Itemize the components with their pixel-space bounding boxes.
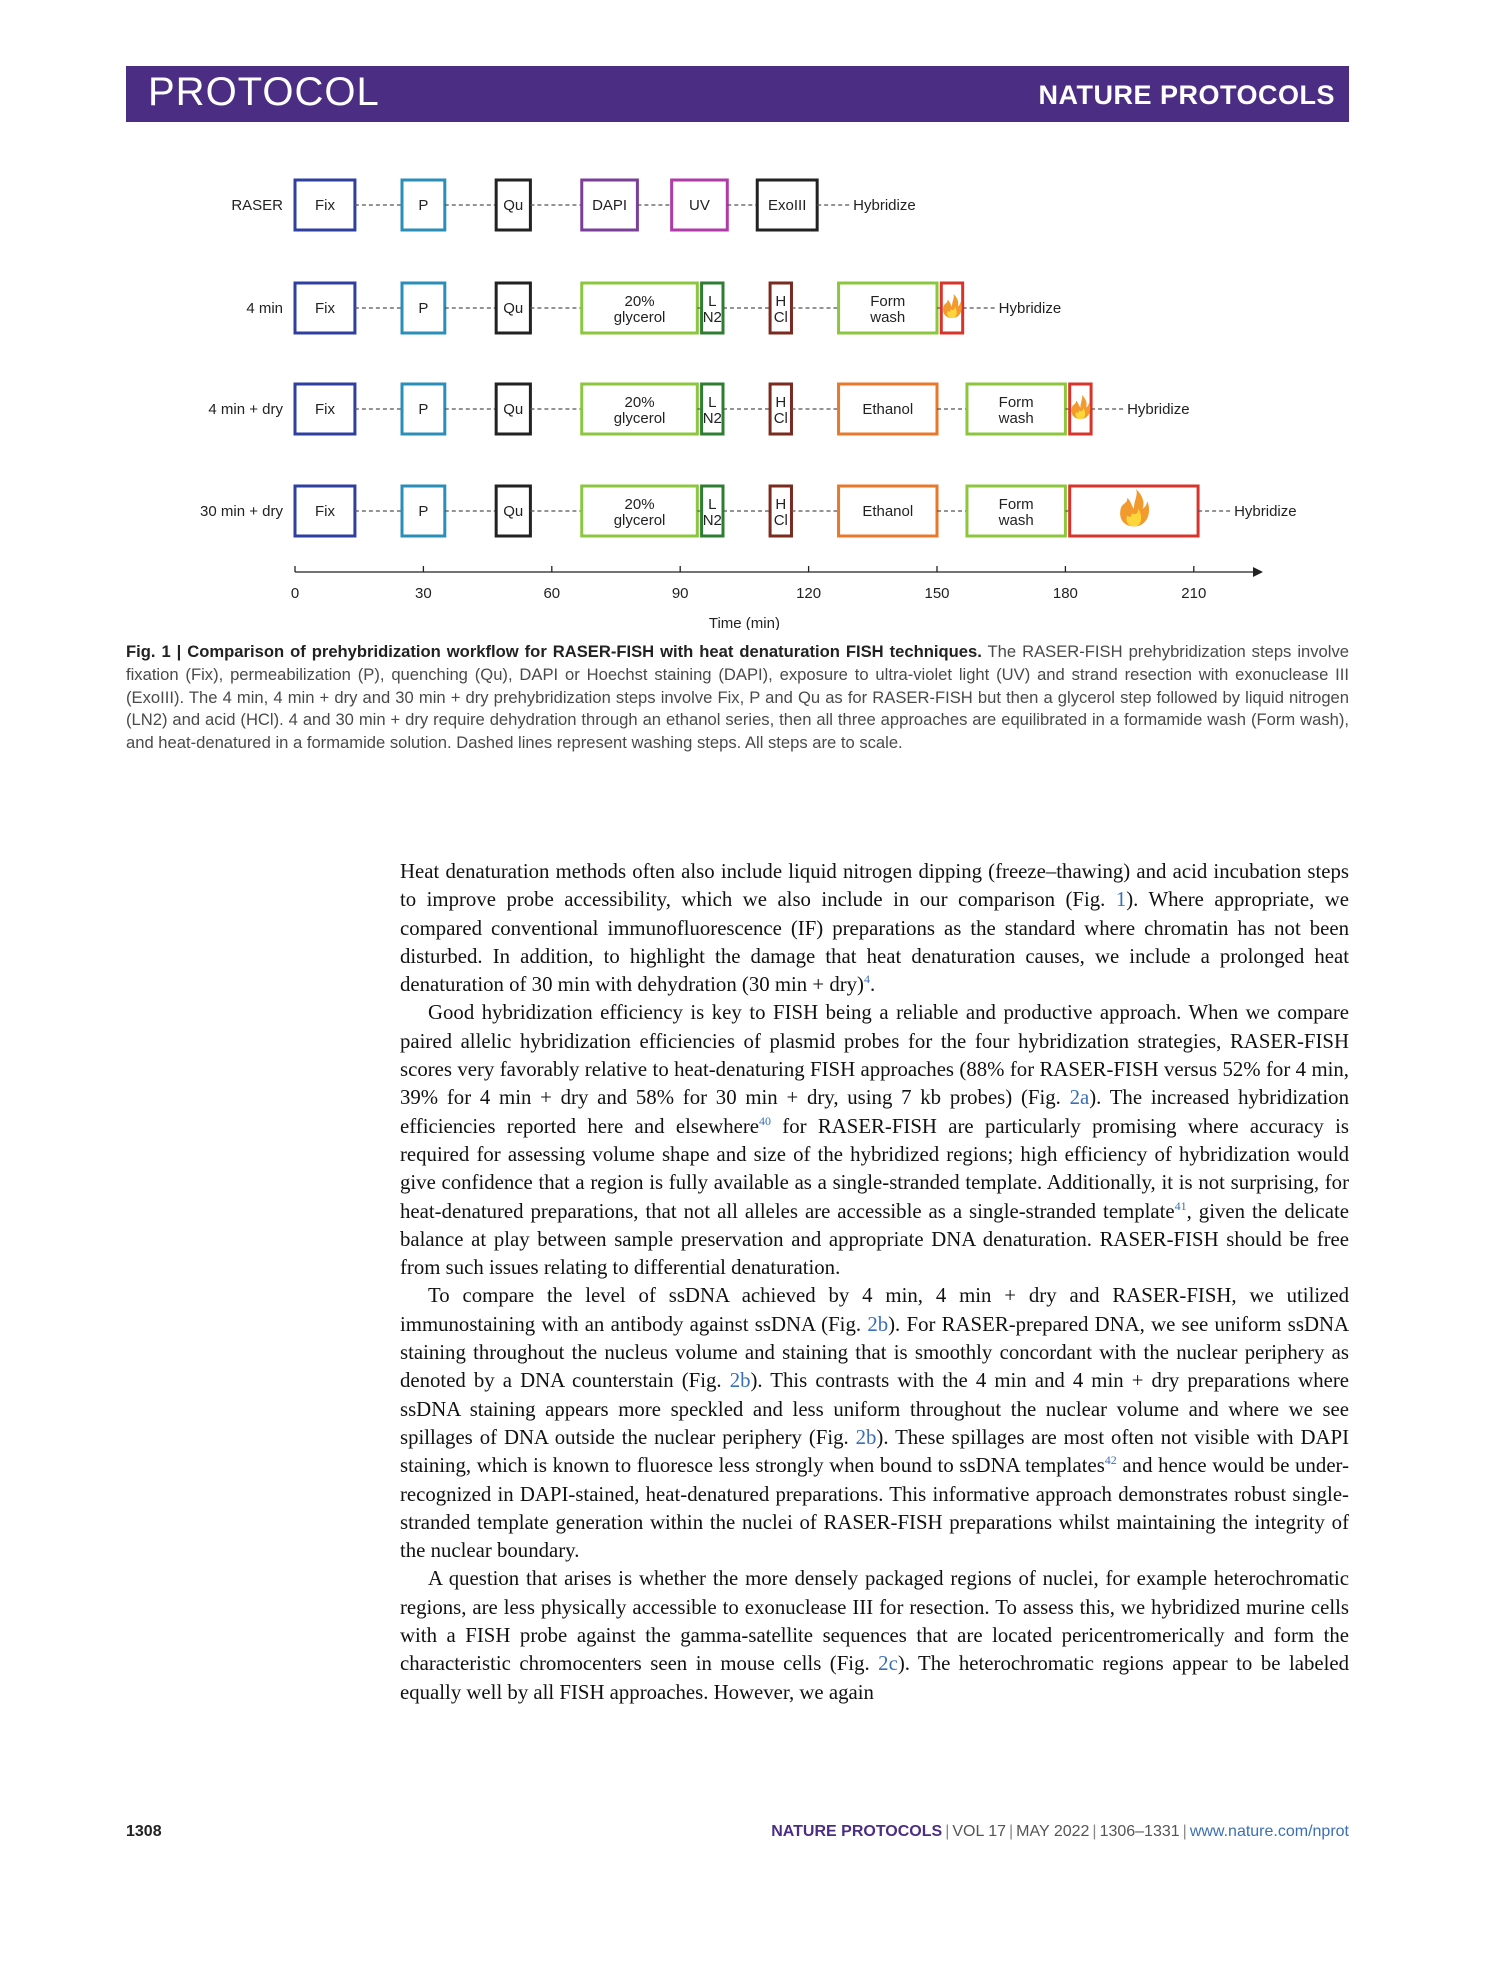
step-label: Cl [773, 309, 788, 326]
x-tick-label: 150 [924, 585, 950, 602]
step-label: Fix [314, 401, 335, 418]
flame-icon [1120, 489, 1149, 526]
step-label: 20% [624, 496, 655, 513]
step-label: Fix [314, 503, 335, 520]
caption-title: Fig. 1 | Comparison of prehybridization workflow for RASER-FISH with heat denaturation FISH techniques. [126, 642, 982, 661]
section-label: PROTOCOL [148, 70, 380, 114]
x-tick-label: 60 [543, 585, 561, 602]
figure-ref-link[interactable]: 1 [1115, 888, 1127, 912]
citation-link[interactable]: 42 [1104, 1453, 1117, 1468]
step-label: P [418, 300, 429, 317]
step-label: P [418, 401, 429, 418]
footer-journal: NATURE PROTOCOLS [771, 1823, 943, 1840]
figure-ref-link[interactable]: 2b [867, 1312, 889, 1336]
article-body [400, 858, 1349, 1707]
hybridize-label: Hybridize [1127, 401, 1190, 418]
row-label: RASER [231, 197, 283, 214]
figure-ref-link[interactable]: 2a [1069, 1086, 1090, 1110]
footer-citation: NATURE PROTOCOLS | VOL 17 | MAY 2022 | 1306–1331 | www.nature.com/nprot [771, 1823, 1349, 1840]
citation-link[interactable]: 4 [863, 972, 870, 987]
step-label: UV [689, 197, 710, 214]
axis-arrow-icon [1253, 567, 1263, 577]
step-label: wash [998, 512, 1034, 529]
figure-caption [126, 641, 1349, 755]
step-label: 20% [624, 293, 655, 310]
x-tick-label: 210 [1181, 585, 1207, 602]
step-label: N2 [702, 410, 722, 427]
footer-pages: 1306–1331 [1099, 1823, 1180, 1840]
step-label: Qu [503, 503, 524, 520]
step-label: Qu [503, 197, 524, 214]
header-banner [126, 66, 1349, 122]
step-label: L [708, 293, 717, 310]
step-label: P [418, 197, 429, 214]
step-label: glycerol [613, 512, 666, 529]
step-label: ExoIII [768, 197, 807, 214]
step-label: L [708, 394, 717, 411]
hybridize-label: Hybridize [853, 197, 916, 214]
x-tick-label: 180 [1052, 585, 1078, 602]
workflow-figure [0, 140, 1489, 630]
figure-ref-link[interactable]: 2b [855, 1425, 877, 1449]
step-label: Qu [503, 300, 524, 317]
x-tick-label: 90 [671, 585, 689, 602]
step-label: glycerol [613, 410, 666, 427]
x-tick-label: 0 [290, 585, 300, 602]
step-label: wash [998, 410, 1034, 427]
row-label: 4 min [246, 300, 283, 317]
step-label: 20% [624, 394, 655, 411]
step-label: H [775, 293, 787, 310]
row-label: 4 min + dry [208, 401, 283, 418]
x-tick-label: 30 [415, 585, 432, 602]
caption-text: The RASER-FISH prehybridization steps involve fixation (Fix), permeabilization (P), quenching (Qu), DAPI or Hoechst staining (DAPI), exposure to ultra-violet light (UV) and strand resection with exonuclease III (ExoIII). The 4 min, 4 min + dry and 30 min + dry prehybridization steps involve Fix, P and Qu as for RASER-FISH but then a glycerol step followed by liquid nitrogen (LN2) and acid (HCl). 4 and 30 min + dry require dehydration through an ethanol series, then all three approaches are equilibrated in a formamide wash (Form wash), and heat-denatured in a formamide solution. Dashed lines represent washing steps. All steps are to scale. [126, 642, 1349, 753]
paragraph-3: To compare the level of ssDNA achieved by 4 min, 4 min + dry and RASER-FISH, we utilized immunostaining with an antibody against ssDNA (Fig. 2b). For RASER-prepared DNA, we see uniform ssDNA staining throughout the nucleus volume and staining that is smoothly concordant with the nuclear periphery as denoted by a DNA counterstain (Fig. 2b). This contrasts with the 4 min and 4 min + dry preparations where ssDNA staining appears more speckled and less uniform throughout the nuclear volume and where we see spillages of DNA outside the nuclear periphery (Fig. 2b). These spillages are most often not visible with DAPI staining, which is known to fluoresce less strongly when bound to ssDNA templates$^{42}$ and hence would be under-recognized in DAPI-stained, heat-denatured preparations. This informative approach demonstrates robust single-stranded template generation within the nuclei of RASER-FISH preparations whilst maintaining the integrity of the nuclear boundary. [400, 1284, 1349, 1563]
step-label: Cl [773, 410, 788, 427]
x-tick-label: 120 [796, 585, 822, 602]
step-label: Fix [314, 197, 335, 214]
figure-ref-link[interactable]: 2b [729, 1369, 751, 1393]
paragraph-2: Good hybridization efficiency is key to FISH being a reliable and productive approach. When we compare paired allelic hybridization efficiencies of plasmid probes for the four hybridization strategies, RASER-FISH scores very favorably relative to heat-denaturing FISH approaches (88% for RASER-FISH versus 52% for 4 min, 39% for 4 min + dry and 58% for 30 min + dry, using 7 kb probes) (Fig. 2a). The increased hybridization efficiencies reported here and elsewhere$^{40}$ for RASER-FISH are particularly promising where accuracy is required for assessing volume shape and size of the hybridized regions; high efficiency of hybridization would give confidence that a region is fully available as a single-stranded template. Additionally, it is not surprising, for heat-denatured preparations, that not all alleles are accessible as a single-stranded template$^{41}$, given the delicate balance at play between sample preservation and appropriate DNA denaturation. RASER-FISH should be free from such issues relating to differential denaturation. [400, 1001, 1349, 1280]
hybridize-label: Hybridize [1234, 503, 1297, 520]
step-label: Ethanol [862, 401, 914, 418]
step-label: H [775, 394, 787, 411]
flame-icon [1071, 395, 1090, 419]
step-label: Cl [773, 512, 788, 529]
step-label: N2 [702, 309, 722, 326]
footer-volume: VOL 17 [952, 1823, 1007, 1840]
row-label: 30 min + dry [200, 503, 283, 520]
step-label: P [418, 503, 429, 520]
step-label: Fix [314, 300, 335, 317]
flame-icon [943, 294, 962, 318]
footer-date: MAY 2022 [1016, 1823, 1090, 1840]
footer-url-link[interactable]: www.nature.com/nprot [1189, 1823, 1349, 1840]
x-axis-title: Time (min) [708, 615, 780, 630]
step-label: N2 [702, 512, 722, 529]
journal-label: NATURE PROTOCOLS [1038, 80, 1335, 110]
page-number: 1308 [126, 1823, 162, 1840]
step-label: H [775, 496, 787, 513]
paragraph-4: A question that arises is whether the more densely packaged regions of nuclei, for example heterochromatic regions, are less physically accessible to exonuclease III for resection. To assess this, we hybridized murine cells with a FISH probe against the gamma-satellite sequences that are located pericentromerically and form the characteristic chromocenters seen in mouse cells (Fig. 2c). The heterochromatic regions appear to be labeled equally well by all FISH approaches. However, we again [400, 1567, 1349, 1704]
step-label: L [708, 496, 717, 513]
step-label: glycerol [613, 309, 666, 326]
step-label: Form [998, 496, 1034, 513]
step-label: Qu [503, 401, 524, 418]
step-label: wash [870, 309, 906, 326]
citation-link[interactable]: 40 [758, 1113, 771, 1128]
step-label: DAPI [592, 197, 628, 214]
step-label: Ethanol [862, 503, 914, 520]
hybridize-label: Hybridize [998, 300, 1062, 317]
paragraph-1: Heat denaturation methods often also include liquid nitrogen dipping (freeze–thawing) and acid incubation steps to improve probe accessibility, which we also include in our comparison (Fig. 1). Where appropriate, we compared conventional immunofluorescence (IF) preparations as the standard where chromatin has not been disturbed. In addition, to highlight the damage that heat denaturation causes, we include a prolonged heat denaturation of 30 min with dehydration (30 min + dry)$^4$. [400, 860, 1349, 997]
step-label: Form [998, 394, 1034, 411]
figure-ref-link[interactable]: 2c [878, 1652, 898, 1676]
citation-link[interactable]: 41 [1174, 1198, 1187, 1213]
step-label: Form [870, 293, 906, 310]
